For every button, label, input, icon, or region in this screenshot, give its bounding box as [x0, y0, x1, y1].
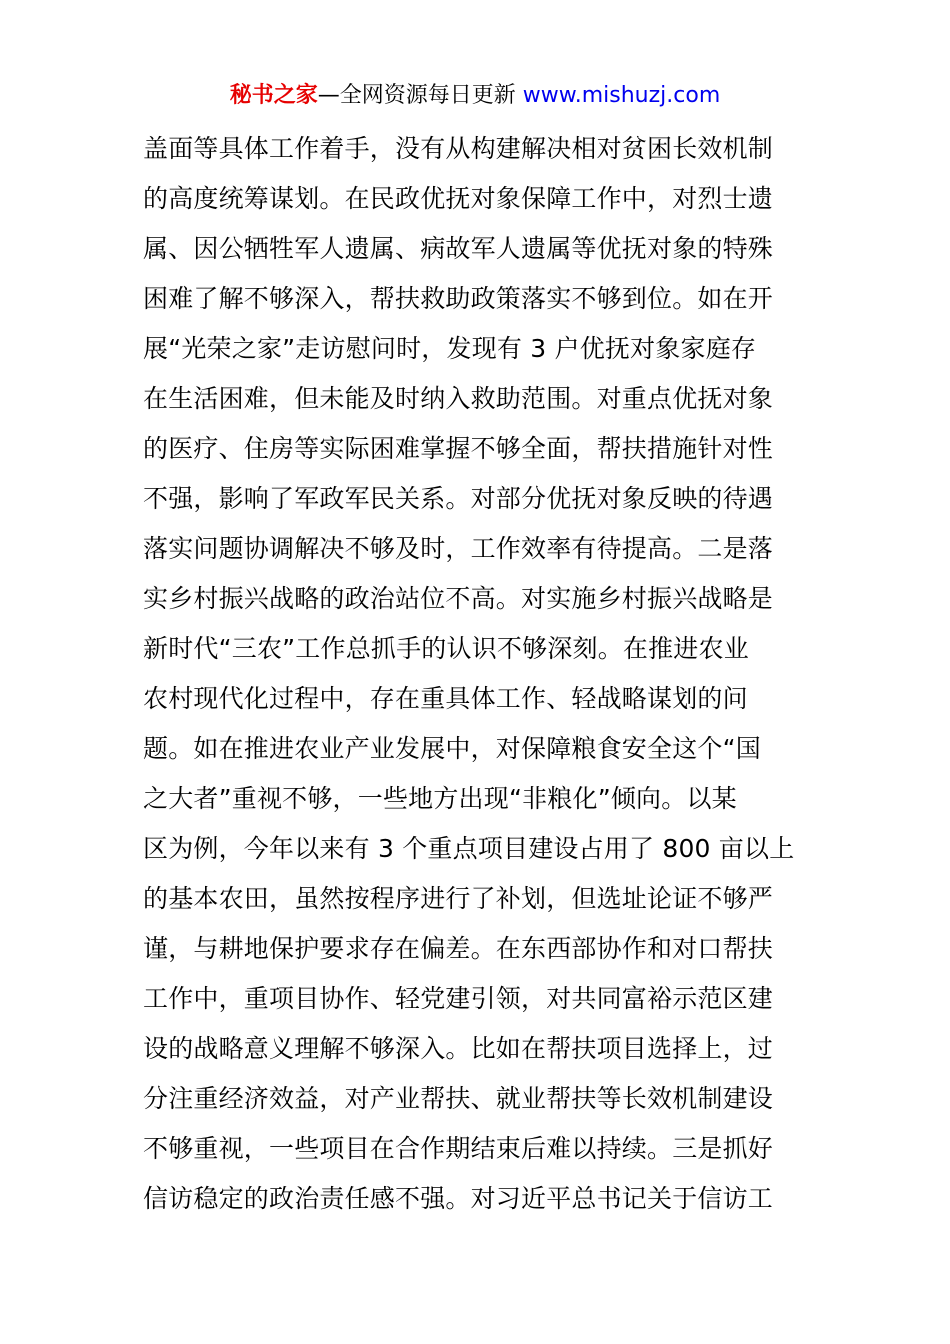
text-line: 属、因公牺牲军人遗属、病故军人遗属等优抚对象的特殊: [143, 234, 774, 263]
text-line: 信访稳定的政治责任感不强。对习近平总书记关于信访工: [143, 1184, 774, 1213]
text-line: 的医疗、住房等实际困难掌握不够全面，帮扶措施针对性: [143, 434, 774, 463]
text-line: 题。如在推进农业产业发展中，对保障粮食安全这个“国: [143, 734, 761, 763]
page-header: [0, 80, 950, 112]
site-tagline: —全网资源每日更新: [317, 83, 523, 108]
text-line: 在生活困难，但未能及时纳入救助范围。对重点优抚对象: [143, 384, 774, 413]
text-line: 工作中，重项目协作、轻党建引领，对共同富裕示范区建: [143, 984, 774, 1013]
text-line: 不够重视，一些项目在合作期结束后难以持续。三是抓好: [143, 1134, 774, 1163]
text-line: 之大者”重视不够，一些地方出现“非粮化”倾向。以某: [143, 784, 737, 813]
document-body: [143, 124, 823, 1224]
text-line: 的基本农田，虽然按程序进行了补划，但选址论证不够严: [143, 884, 774, 913]
text-line: 不强，影响了军政军民关系。对部分优抚对象反映的待遇: [143, 484, 774, 513]
text-line: 展“光荣之家”走访慰问时，发现有 3 户优抚对象家庭存: [143, 334, 757, 363]
text-line: 的高度统筹谋划。在民政优抚对象保障工作中，对烈士遗: [143, 184, 774, 213]
text-line: 农村现代化过程中，存在重具体工作、轻战略谋划的问: [143, 684, 748, 713]
text-line: 分注重经济效益，对产业帮扶、就业帮扶等长效机制建设: [143, 1084, 774, 1113]
text-line: 实乡村振兴战略的政治站位不高。对实施乡村振兴战略是: [143, 584, 774, 613]
text-line: 落实问题协调解决不够及时，工作效率有待提高。二是落: [143, 534, 774, 563]
site-brand: 秘书之家: [229, 83, 318, 108]
text-line: 新时代“三农”工作总抓手的认识不够深刻。在推进农业: [143, 634, 749, 663]
text-line: 谨，与耕地保护要求存在偏差。在东西部协作和对口帮扶: [143, 934, 774, 963]
text-line: 设的战略意义理解不够深入。比如在帮扶项目选择上，过: [143, 1034, 774, 1063]
text-line: 困难了解不够深入，帮扶救助政策落实不够到位。如在开: [143, 284, 774, 313]
text-line: 区为例，今年以来有 3 个重点项目建设占用了 800 亩以上: [143, 834, 795, 863]
site-url-link[interactable]: www.mishuzj.com: [522, 83, 721, 108]
text-line: 盖面等具体工作着手，没有从构建解决相对贫困长效机制: [143, 134, 774, 163]
